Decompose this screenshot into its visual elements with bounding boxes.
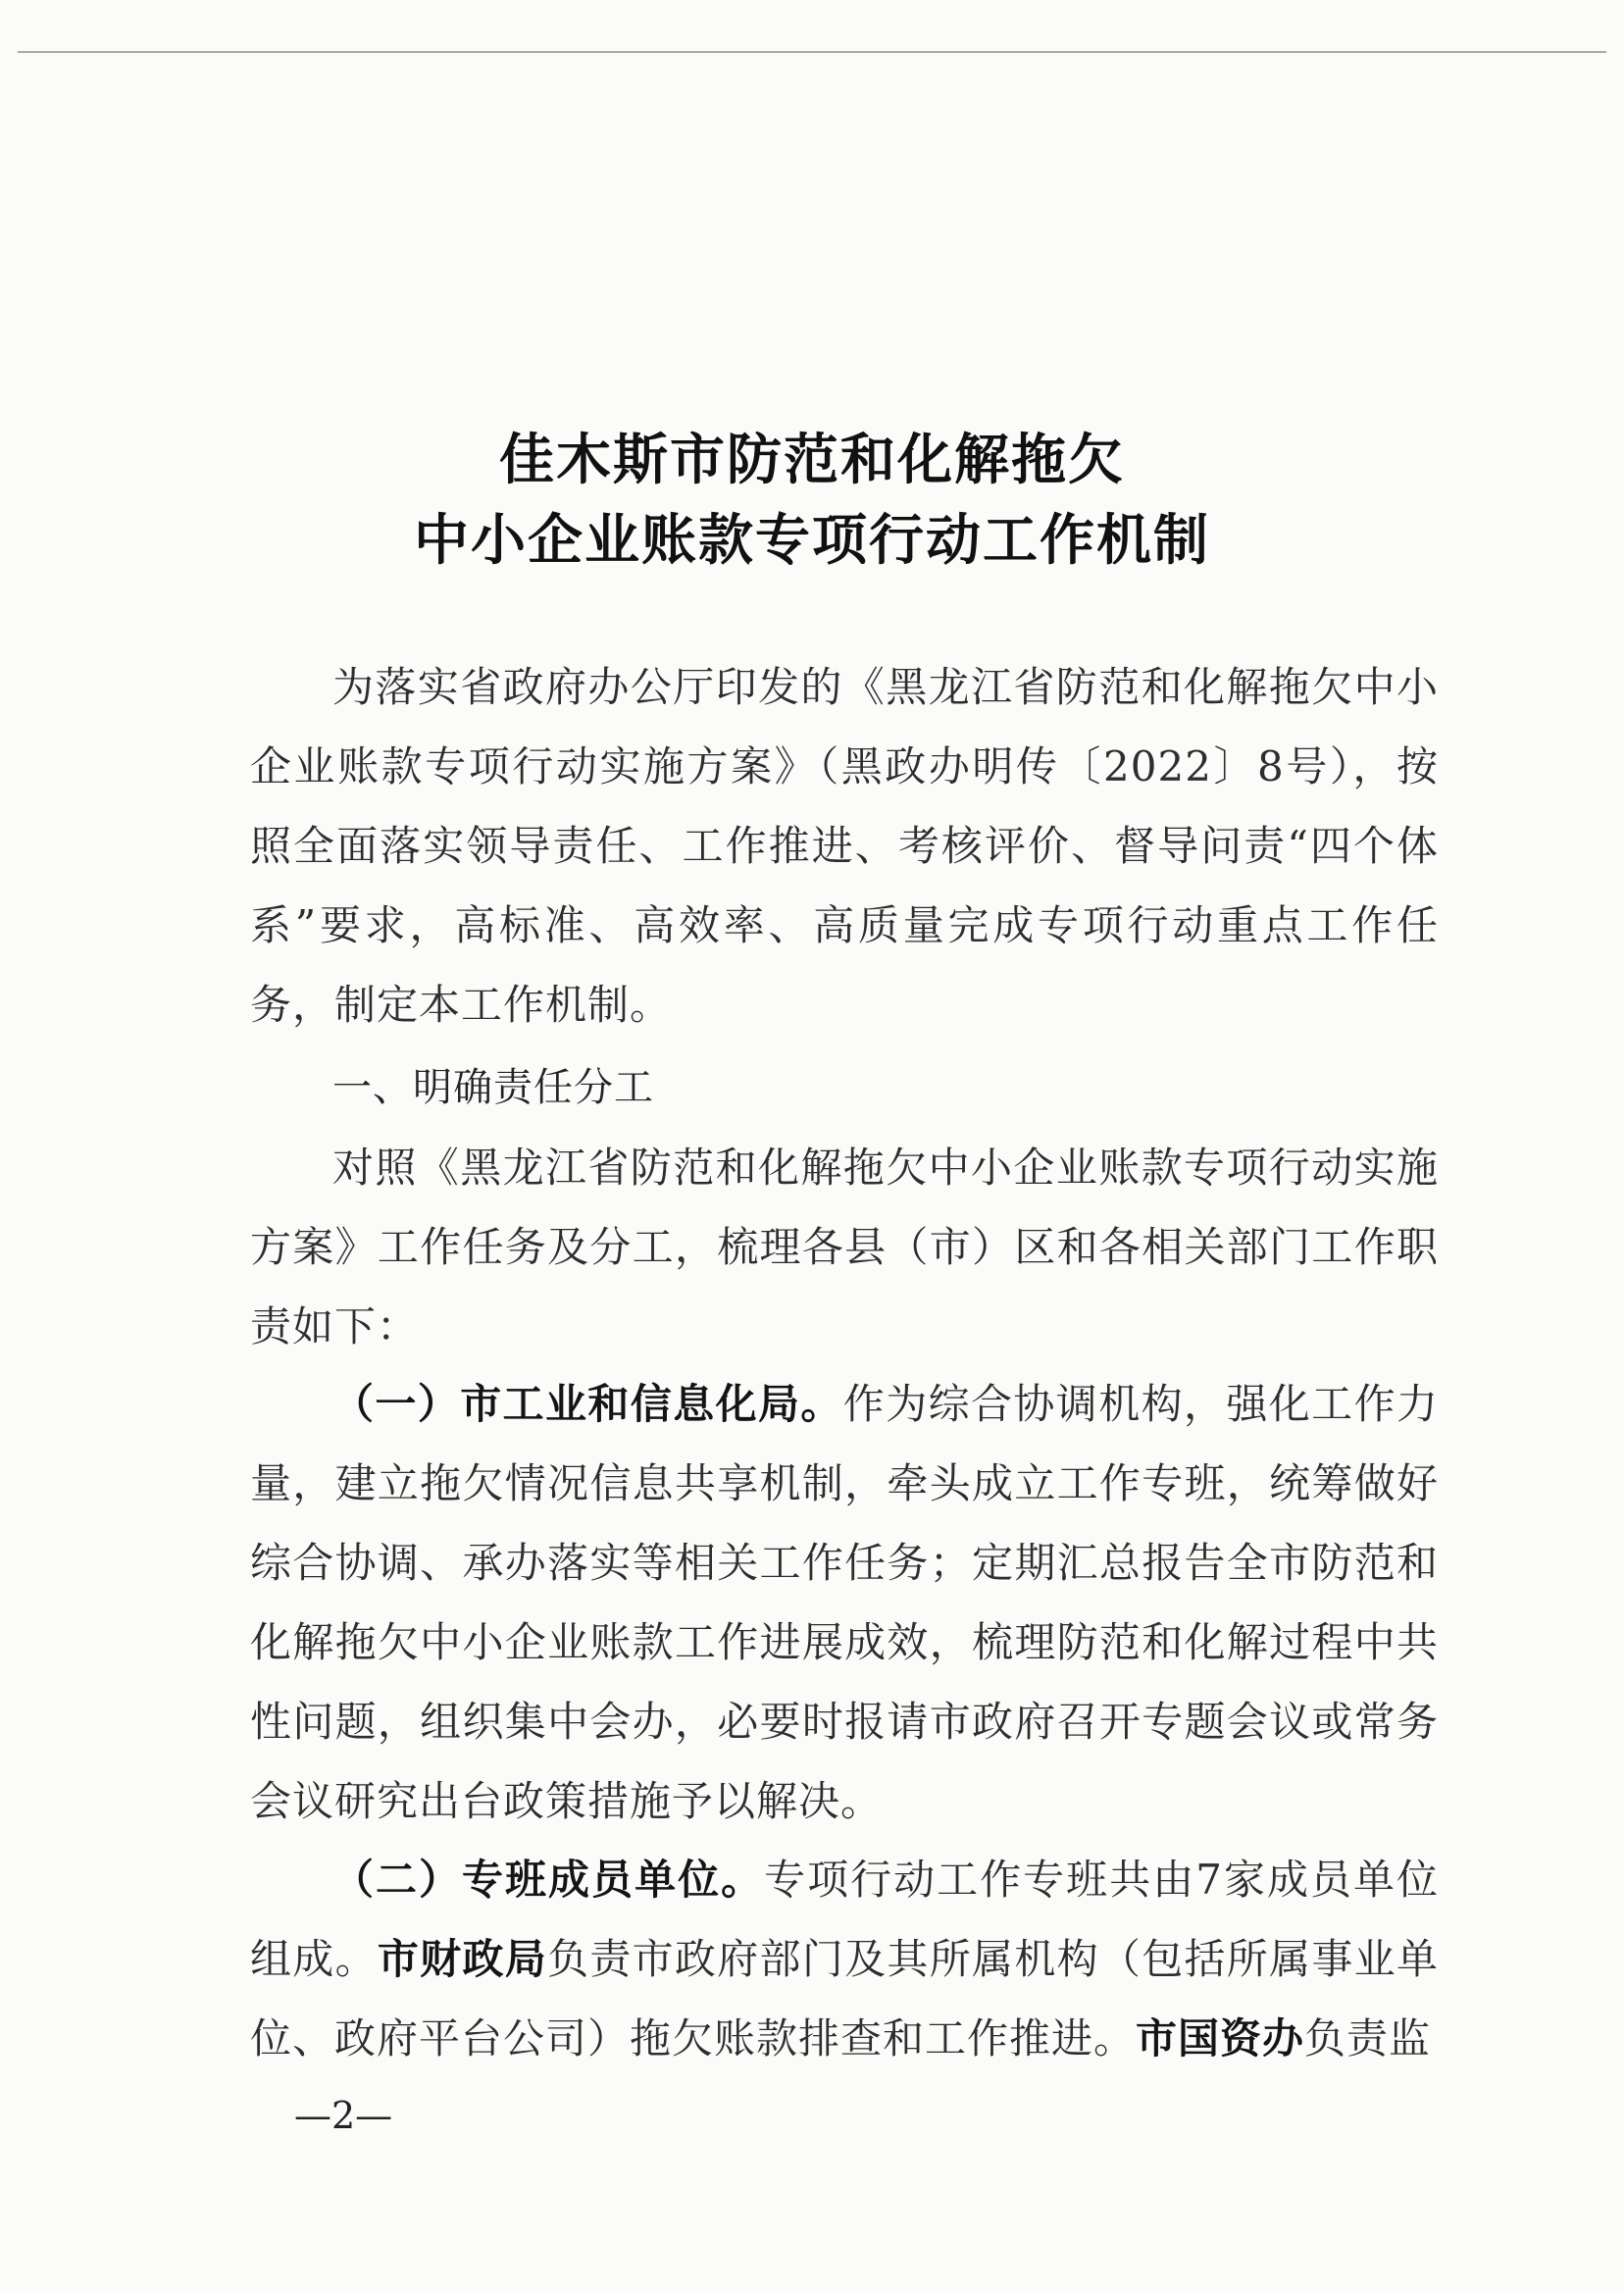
item2-bold-sasac: 市国资办 <box>1136 2014 1305 2062</box>
item2-paragraph <box>250 1840 1439 2078</box>
item2-bold-finance: 市财政局 <box>377 1935 548 1983</box>
item1-text: 作为综合协调机构，强化工作力量，建立拖欠情况信息共享机制，牵头成立工作专班，统筹做好综合协调、承办落实等相关工作任务；定期汇总报告全市防范和化解拖欠中小企业账款工作进展成效，梳理防范和化解过程中共性问题，组织集中会办，必要时报请市政府召开专题会议或常务会议研究出台政策措施予以解决。 <box>250 1380 1439 1825</box>
section1-paragraph: 对照《黑龙江省防范和化解拖欠中小企业账款专项行动实施方案》工作任务及分工，梳理各县（市）区和各相关部门工作职责如下： <box>250 1144 1439 1350</box>
document-title-line1: 佳木斯市防范和化解拖欠 <box>499 428 1125 492</box>
item1-paragraph <box>250 1364 1439 1841</box>
item2-text-b: 负责市政府部门及其所属机构（包括所属事业单位、政府平台公司）拖欠账款排查和工作推进。 <box>250 1935 1439 2062</box>
intro-paragraph: 为落实省政府办公厅印发的《黑龙江省防范和化解拖欠中小企业账款专项行动实施方案》（黑政办明传〔2022〕8号），按照全面落实领导责任、工作推进、考核评价、督导问责“四个体系”要求，高标准、高效率、高质量完成专项行动重点工作任务，制定本工作机制。 <box>250 663 1439 1029</box>
item2-label: （二）专班成员单位。 <box>332 1856 765 1904</box>
item2-text-a: 专项行动工作专班共由7家成员单位组成。 <box>250 1856 1439 1983</box>
top-rule <box>18 51 1606 53</box>
item2-text-c: 负责监 <box>1304 2014 1432 2062</box>
document-title-line2: 中小企业账款专项行动工作机制 <box>414 508 1210 573</box>
page-number: —2— <box>294 2094 393 2137</box>
section1-heading: 一、明确责任分工 <box>332 1065 654 1110</box>
item1-label: （一）市工业和信息化局。 <box>332 1380 843 1428</box>
